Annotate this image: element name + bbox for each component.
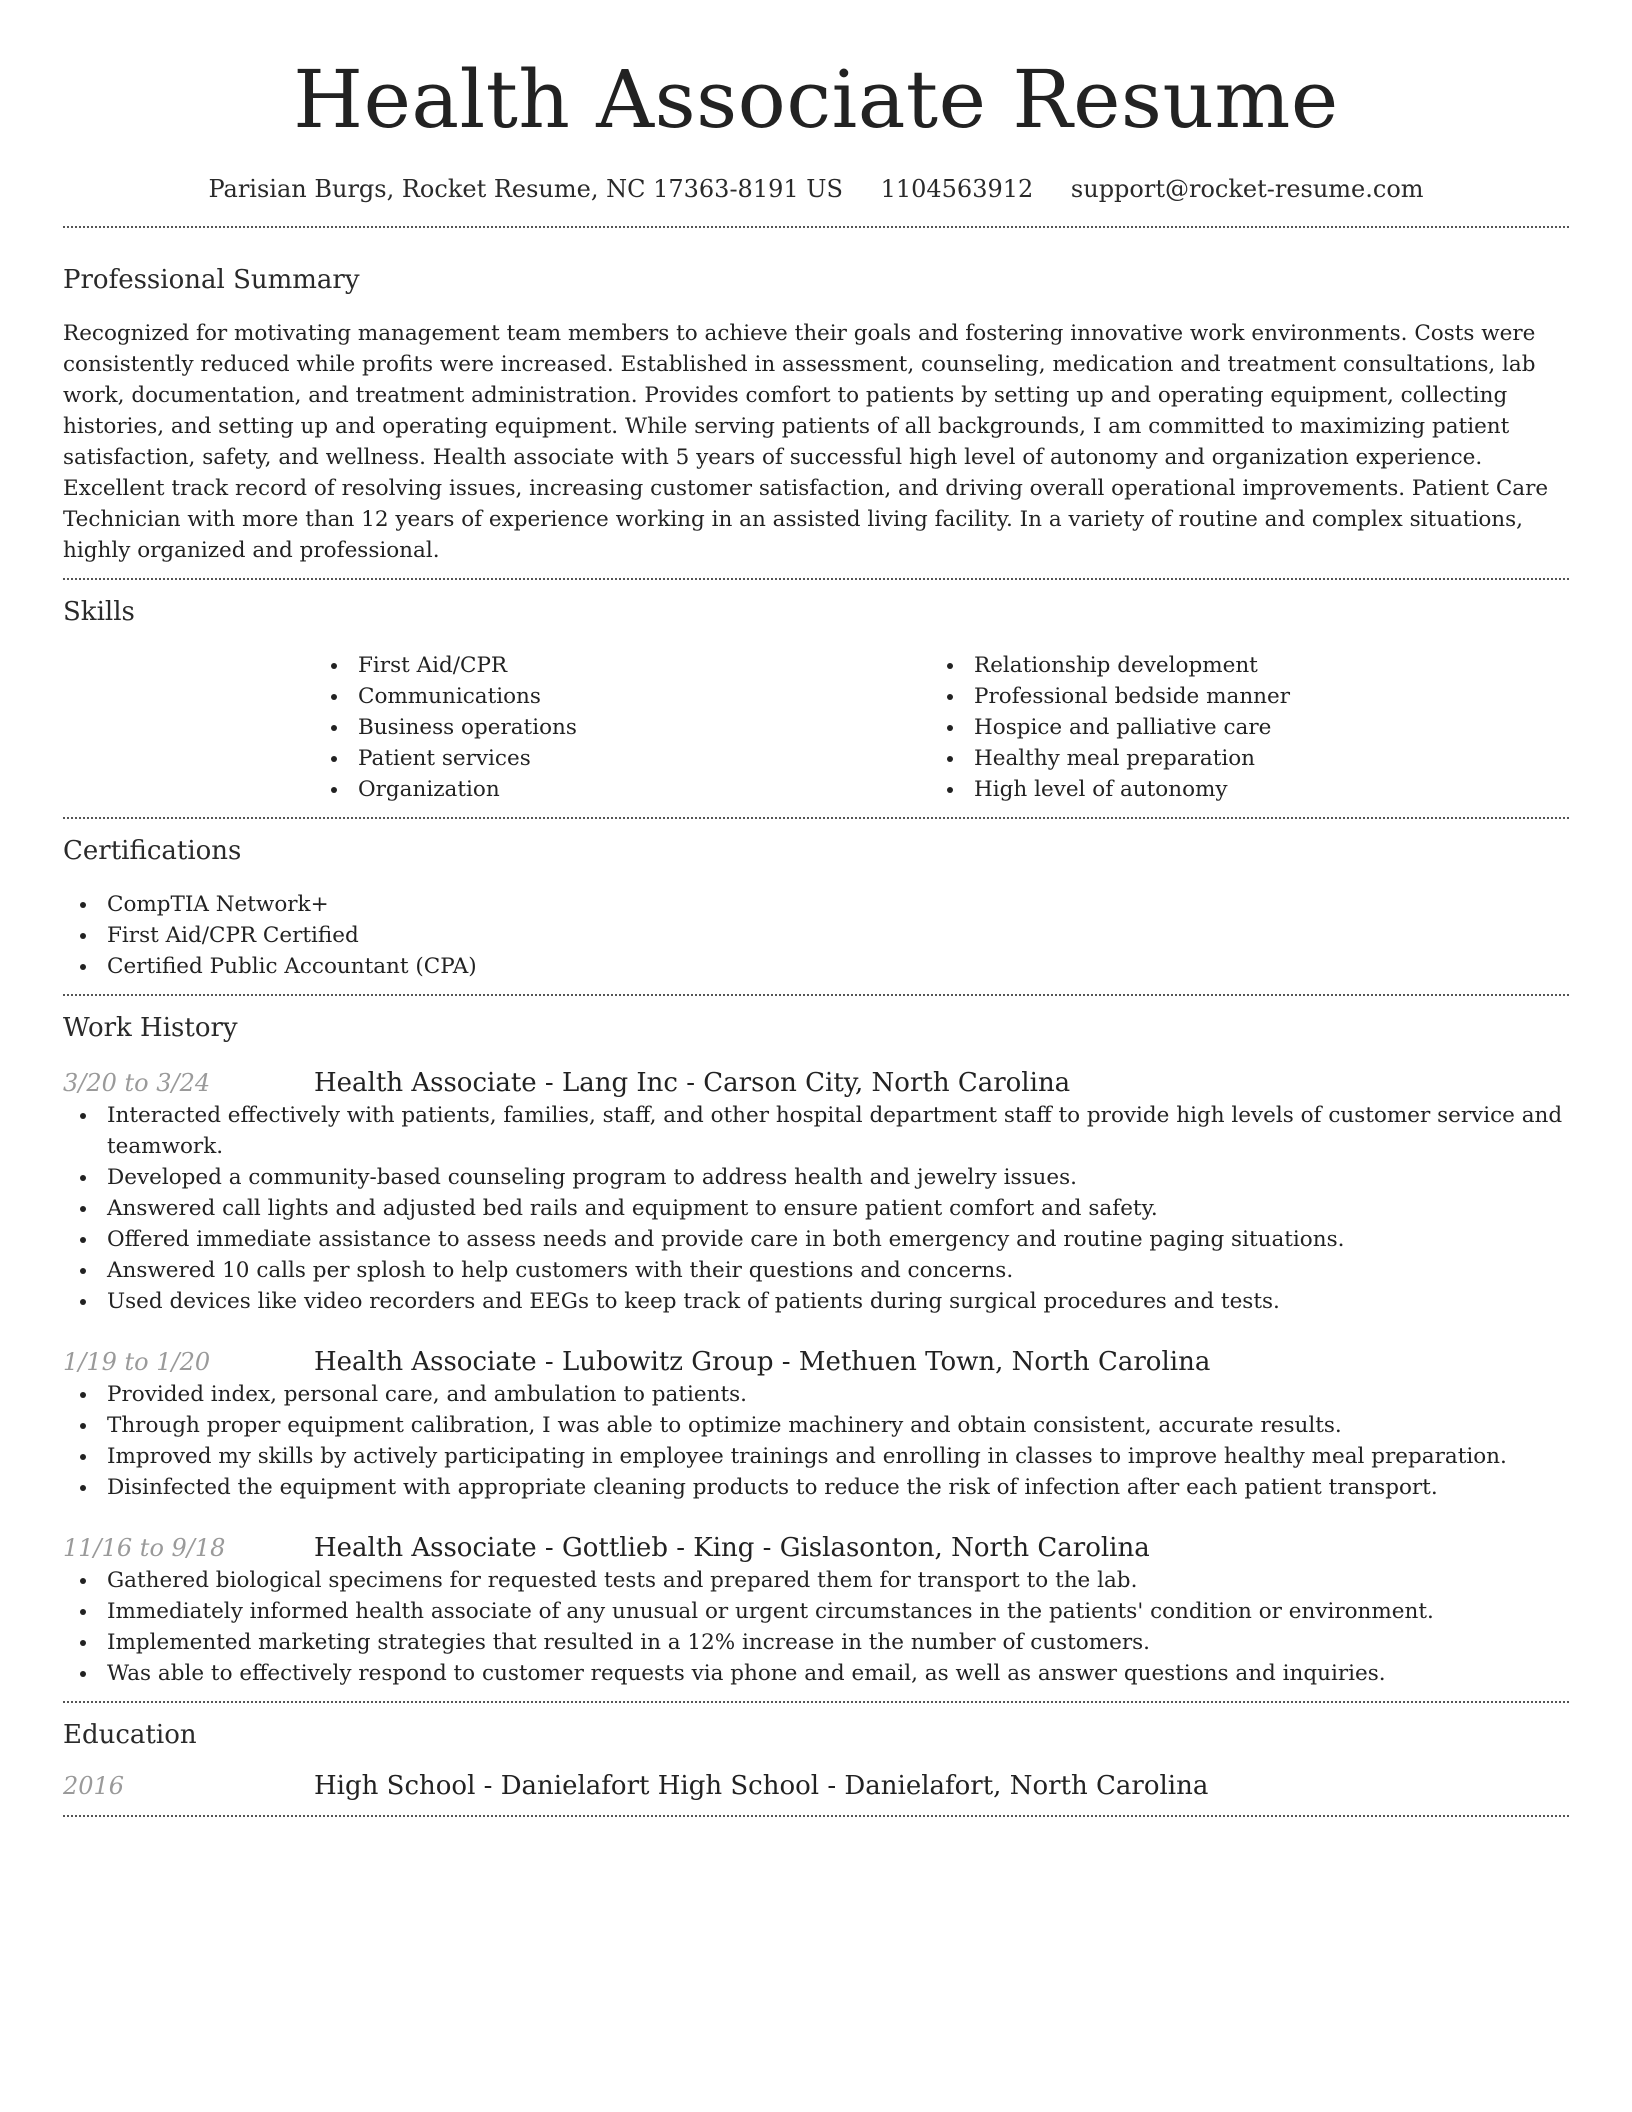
job-header: [63, 1066, 1569, 1100]
list-item: Relationship development: [930, 650, 1546, 681]
list-item: First Aid/CPR: [314, 650, 930, 681]
job-title: Health Associate - Lang Inc - Carson City, North Carolina: [314, 1068, 1071, 1098]
list-item: Developed a community-based counseling program to address health and jewelry issues.: [63, 1162, 1569, 1193]
education-title: High School - Danielafort High School - Danielafort, North Carolina: [314, 1771, 1209, 1801]
contact-phone: 1104563912: [880, 175, 1034, 203]
education-year: 2016: [63, 1772, 125, 1800]
work-section: [63, 996, 1569, 1701]
divider: [63, 1815, 1569, 1817]
section-title-skills: Skills: [63, 597, 135, 627]
section-title-certifications: Certifications: [63, 836, 242, 866]
job-dates: 3/20 to 3/24: [63, 1069, 211, 1097]
list-item: Organization: [314, 774, 930, 805]
list-item: Healthy meal preparation: [930, 743, 1546, 774]
job-bullets: [63, 1565, 1569, 1689]
list-item: Answered 10 calls per splosh to help customers with their questions and concerns.: [63, 1255, 1569, 1286]
certifications-section: [63, 819, 1569, 994]
list-item: Used devices like video recorders and EEGs to keep track of patients during surgical procedures and tests.: [63, 1286, 1569, 1317]
job-header: [63, 1531, 1569, 1565]
list-item: Implemented marketing strategies that resulted in a 12% increase in the number of customers.: [63, 1627, 1569, 1658]
job-entry: [63, 1531, 1569, 1689]
list-item: Professional bedside manner: [930, 681, 1546, 712]
section-title-summary: Professional Summary: [63, 265, 360, 295]
skills-list-left: [314, 650, 930, 805]
skills-grid: [314, 650, 1569, 805]
job-bullets: [63, 1100, 1569, 1317]
skills-list-right: [930, 650, 1546, 805]
education-entry: [63, 1769, 1569, 1803]
summary-section: [63, 228, 1569, 578]
list-item: Hospice and palliative care: [930, 712, 1546, 743]
list-item: Gathered biological specimens for requested tests and prepared them for transport to the lab.: [63, 1565, 1569, 1596]
list-item: Interacted effectively with patients, families, staff, and other hospital department staff to provide high levels of customer service and teamwork.: [63, 1100, 1569, 1162]
summary-text: Recognized for motivating management team members to achieve their goals and fostering innovative work environments. Costs were consistently reduced while profits were increased. Established in assessment, counseling, medication and treatment consultations, lab work, documentation, and treatment administration. Provides comfort to patients by setting up and operating equipment, collecting histories, and setting up and operating equipment. While serving patients of all backgrounds, I am committed to maximizing patient satisfaction, safety, and wellness. Health associate with 5 years of successful high level of autonomy and organization experience. Excellent track record of resolving issues, increasing customer satisfaction, and driving overall operational improvements. Patient Care Technician with more than 12 years of experience working in an assisted living facility. In a variety of routine and complex situations, highly organized and professional.: [63, 321, 1549, 563]
job-bullets: [63, 1379, 1569, 1503]
list-item: Provided index, personal care, and ambulation to patients.: [63, 1379, 1569, 1410]
list-item: Certified Public Accountant (CPA): [63, 951, 1569, 982]
contact-address: Parisian Burgs, Rocket Resume, NC 17363-8191 US: [208, 175, 843, 203]
job-dates: 11/16 to 9/18: [63, 1534, 226, 1562]
resume-title: Health Associate Resume: [293, 53, 1339, 146]
job-entry: [63, 1345, 1569, 1503]
certifications-list: [63, 889, 1569, 982]
list-item: Communications: [314, 681, 930, 712]
job-title: Health Associate - Lubowitz Group - Methuen Town, North Carolina: [314, 1347, 1211, 1377]
list-item: CompTIA Network+: [63, 889, 1569, 920]
list-item: Business operations: [314, 712, 930, 743]
list-item: First Aid/CPR Certified: [63, 920, 1569, 951]
list-item: Immediately informed health associate of any unusual or urgent circumstances in the patients' condition or environment.: [63, 1596, 1569, 1627]
job-title: Health Associate - Gottlieb - King - Gislasonton, North Carolina: [314, 1533, 1150, 1563]
list-item: Patient services: [314, 743, 930, 774]
section-title-work: Work History: [63, 1013, 238, 1043]
job-dates: 1/19 to 1/20: [63, 1348, 211, 1376]
education-section: [63, 1703, 1569, 1815]
skills-section: [63, 580, 1569, 817]
section-title-education: Education: [63, 1720, 197, 1750]
list-item: Offered immediate assistance to assess needs and provide care in both emergency and routine paging situations.: [63, 1224, 1569, 1255]
list-item: Improved my skills by actively participating in employee trainings and enrolling in classes to improve healthy meal preparation.: [63, 1441, 1569, 1472]
job-entry: [63, 1066, 1569, 1317]
list-item: Was able to effectively respond to customer requests via phone and email, as well as answer questions and inquiries.: [63, 1658, 1569, 1689]
list-item: Disinfected the equipment with appropriate cleaning products to reduce the risk of infection after each patient transport.: [63, 1472, 1569, 1503]
contact-line: [63, 174, 1569, 204]
list-item: Answered call lights and adjusted bed rails and equipment to ensure patient comfort and safety.: [63, 1193, 1569, 1224]
contact-email: support@rocket-resume.com: [1070, 175, 1424, 203]
list-item: High level of autonomy: [930, 774, 1546, 805]
list-item: Through proper equipment calibration, I was able to optimize machinery and obtain consistent, accurate results.: [63, 1410, 1569, 1441]
job-header: [63, 1345, 1569, 1379]
